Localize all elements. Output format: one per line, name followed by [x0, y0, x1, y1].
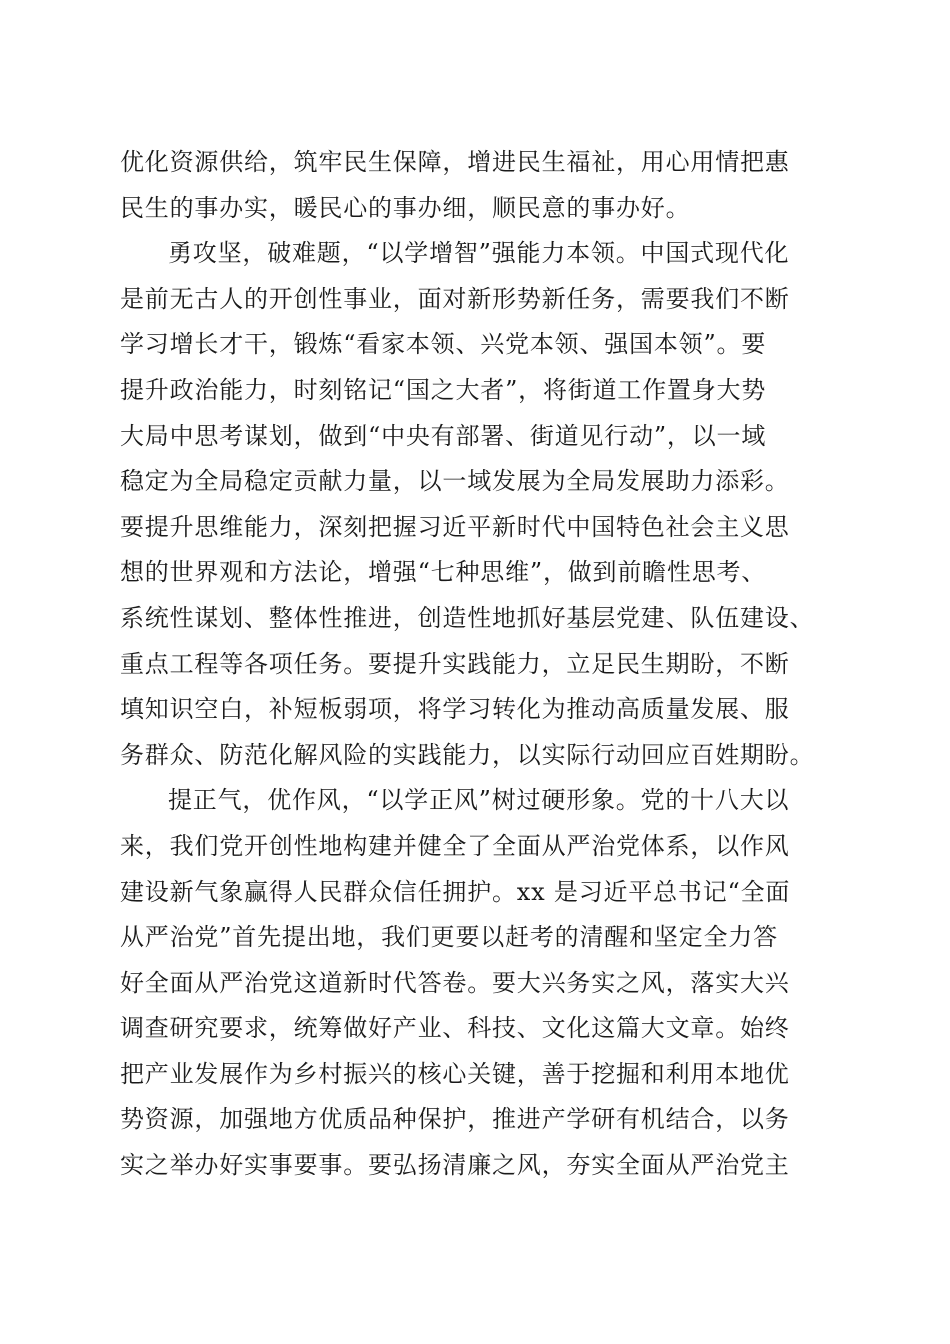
- text-line: 学习增长才干，锻炼“看家本领、兴党本领、强国本领”。要: [120, 330, 767, 359]
- text-line: 务群众、防范化解风险的实践能力，以实际行动回应百姓期盼。: [120, 740, 815, 769]
- paragraph-first-line: 勇攻坚，破难题，“以学增智”强能力本领。中国式现代化: [168, 239, 790, 268]
- paragraph-first-line: 提正气，优作风，“以学正风”树过硬形象。党的十八大以: [168, 786, 790, 815]
- text-line: 优化资源供给，筑牢民生保障，增进民生福祉，用心用情把惠: [120, 148, 790, 176]
- text-line: 系统性谋划、整体性推进，创造性地抓好基层党建、队伍建设、: [120, 603, 815, 632]
- text-line: 提升政治能力，时刻铭记“国之大者”，将街道工作置身大势: [120, 375, 767, 404]
- text-line: 从严治党”首先提出地，我们更要以赶考的清醒和坚定全力答: [120, 923, 778, 952]
- text-line: 来，我们党开创性地构建并健全了全面从严治党体系，以作风: [120, 831, 790, 860]
- text-line: 实之举办好实事要事。要弘扬清廉之风，夯实全面从严治党主: [120, 1151, 790, 1180]
- text-line: 民生的事办实，暖民心的事办细，顺民意的事办好。: [120, 193, 691, 222]
- text-line: 建设新气象赢得人民群众信任拥护。xx 是习近平总书记“全面: [120, 877, 791, 906]
- text-line: 大局中思考谋划，做到“中央有部署、街道见行动”，以一域: [120, 421, 767, 450]
- text-line: 重点工程等各项任务。要提升实践能力，立足民生期盼，不断: [120, 649, 790, 678]
- body-text: [120, 140, 840, 1189]
- text-line: 要提升思维能力，深刻把握习近平新时代中国特色社会主义思: [120, 512, 790, 541]
- text-line: 是前无古人的开创性事业，面对新形势新任务，需要我们不断: [120, 284, 790, 313]
- text-line: 想的世界观和方法论，增强“七种思维”，做到前瞻性思考、: [120, 558, 767, 587]
- text-line: 调查研究要求，统筹做好产业、科技、文化这篇大文章。始终: [120, 1014, 790, 1043]
- text-line: 好全面从严治党这道新时代答卷。要大兴务实之风，落实大兴: [120, 968, 790, 997]
- text-line: 势资源，加强地方优质品种保护，推进产学研有机结合，以务: [120, 1105, 790, 1134]
- text-line: 把产业发展作为乡村振兴的核心关键，善于挖掘和利用本地优: [120, 1059, 790, 1088]
- text-line: 填知识空白，补短板弱项，将学习转化为推动高质量发展、服: [120, 695, 790, 724]
- text-line: 稳定为全局稳定贡献力量，以一域发展为全局发展助力添彩。: [120, 467, 790, 496]
